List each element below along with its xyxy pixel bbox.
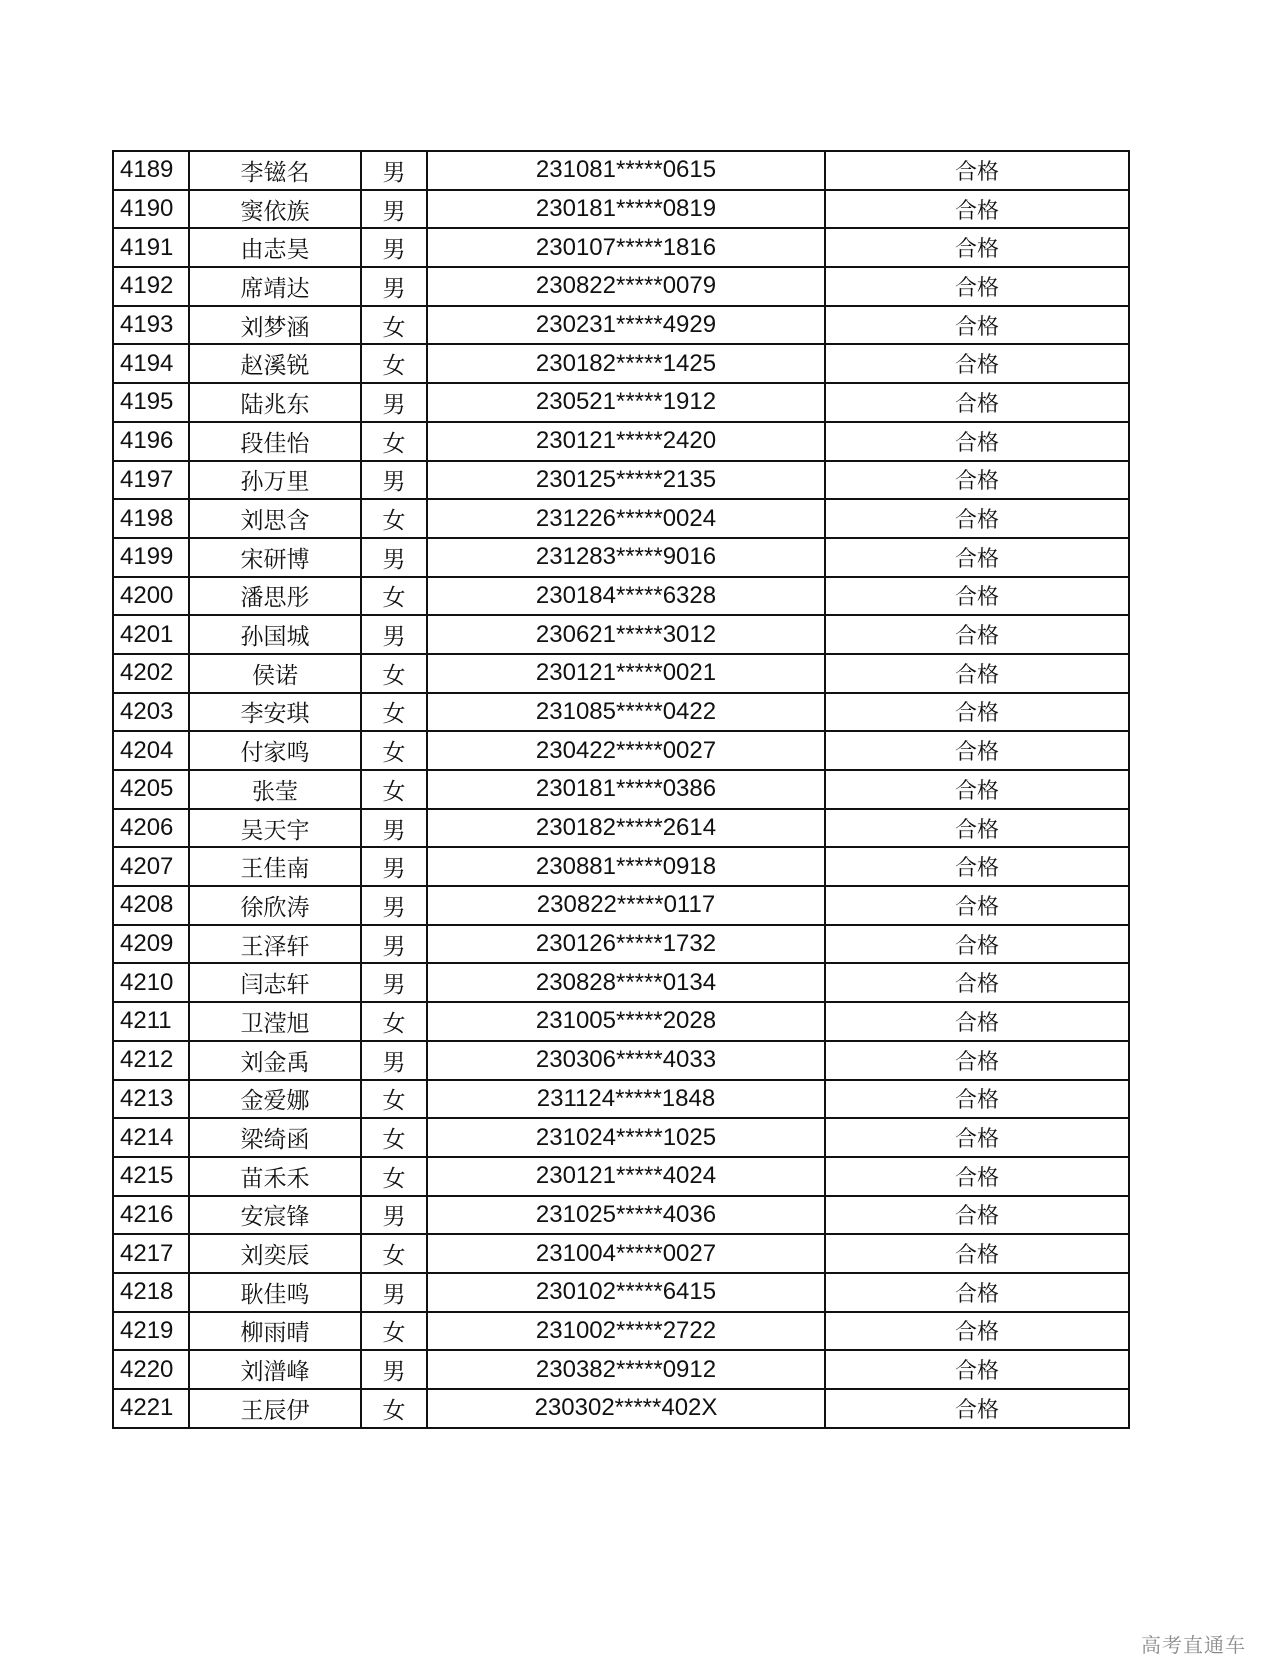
result: 合格 (825, 538, 1129, 577)
table-row (113, 1118, 1129, 1157)
id-number: 230822*****0079 (427, 267, 825, 306)
gender: 女 (361, 693, 427, 732)
table-row (113, 1041, 1129, 1080)
row-number: 4217 (113, 1234, 189, 1273)
result: 合格 (825, 383, 1129, 422)
row-number: 4189 (113, 151, 189, 190)
row-number: 4215 (113, 1157, 189, 1196)
gender: 女 (361, 499, 427, 538)
student-name: 王佳南 (189, 847, 361, 886)
student-name: 吴天宇 (189, 809, 361, 848)
id-number: 230126*****1732 (427, 925, 825, 964)
table-row (113, 1234, 1129, 1273)
result: 合格 (825, 1273, 1129, 1312)
gender: 女 (361, 1118, 427, 1157)
row-number: 4221 (113, 1389, 189, 1428)
row-number: 4198 (113, 499, 189, 538)
table-row (113, 809, 1129, 848)
row-number: 4200 (113, 577, 189, 616)
row-number: 4199 (113, 538, 189, 577)
row-number: 4216 (113, 1196, 189, 1235)
id-number: 230422*****0027 (427, 731, 825, 770)
table-row (113, 770, 1129, 809)
student-name: 席靖达 (189, 267, 361, 306)
student-name: 由志昊 (189, 228, 361, 267)
table-row (113, 228, 1129, 267)
student-name: 潘思彤 (189, 577, 361, 616)
table-row (113, 344, 1129, 383)
result: 合格 (825, 1196, 1129, 1235)
student-name: 梁绮函 (189, 1118, 361, 1157)
result: 合格 (825, 654, 1129, 693)
table-row (113, 925, 1129, 964)
id-number: 231081*****0615 (427, 151, 825, 190)
student-name: 刘奕辰 (189, 1234, 361, 1273)
table-row (113, 461, 1129, 500)
table-row (113, 577, 1129, 616)
result: 合格 (825, 1002, 1129, 1041)
row-number: 4218 (113, 1273, 189, 1312)
id-number: 230184*****6328 (427, 577, 825, 616)
gender: 男 (361, 963, 427, 1002)
table-row (113, 422, 1129, 461)
gender: 女 (361, 306, 427, 345)
result: 合格 (825, 1389, 1129, 1428)
gender: 女 (361, 577, 427, 616)
result: 合格 (825, 306, 1129, 345)
row-number: 4193 (113, 306, 189, 345)
gender: 男 (361, 228, 427, 267)
table-row (113, 1080, 1129, 1119)
table-row (113, 731, 1129, 770)
student-name: 闫志轩 (189, 963, 361, 1002)
id-number: 230121*****2420 (427, 422, 825, 461)
gender: 女 (361, 422, 427, 461)
id-number: 231283*****9016 (427, 538, 825, 577)
result: 合格 (825, 731, 1129, 770)
id-number: 231004*****0027 (427, 1234, 825, 1273)
student-name: 孙万里 (189, 461, 361, 500)
result: 合格 (825, 886, 1129, 925)
student-name: 安宸锋 (189, 1196, 361, 1235)
table-row (113, 538, 1129, 577)
student-name: 柳雨晴 (189, 1312, 361, 1351)
id-number: 230182*****1425 (427, 344, 825, 383)
row-number: 4211 (113, 1002, 189, 1041)
result: 合格 (825, 228, 1129, 267)
row-number: 4194 (113, 344, 189, 383)
gender: 女 (361, 770, 427, 809)
row-number: 4205 (113, 770, 189, 809)
row-number: 4207 (113, 847, 189, 886)
student-name: 王辰伊 (189, 1389, 361, 1428)
row-number: 4208 (113, 886, 189, 925)
roster-table-body (113, 151, 1129, 1428)
row-number: 4197 (113, 461, 189, 500)
table-row (113, 1389, 1129, 1428)
gender: 男 (361, 190, 427, 229)
row-number: 4204 (113, 731, 189, 770)
gender: 女 (361, 1312, 427, 1351)
id-number: 230828*****0134 (427, 963, 825, 1002)
row-number: 4219 (113, 1312, 189, 1351)
id-number: 230181*****0386 (427, 770, 825, 809)
gender: 男 (361, 1273, 427, 1312)
student-name: 付家鸣 (189, 731, 361, 770)
student-name: 徐欣涛 (189, 886, 361, 925)
result: 合格 (825, 925, 1129, 964)
table-row (113, 1312, 1129, 1351)
table-row (113, 847, 1129, 886)
id-number: 230621*****3012 (427, 615, 825, 654)
student-name: 赵溪锐 (189, 344, 361, 383)
row-number: 4201 (113, 615, 189, 654)
result: 合格 (825, 151, 1129, 190)
row-number: 4195 (113, 383, 189, 422)
student-name: 苗禾禾 (189, 1157, 361, 1196)
result: 合格 (825, 1350, 1129, 1389)
student-name: 刘金禹 (189, 1041, 361, 1080)
gender: 女 (361, 1080, 427, 1119)
row-number: 4202 (113, 654, 189, 693)
table-row (113, 1350, 1129, 1389)
table-row (113, 963, 1129, 1002)
student-name: 金爱娜 (189, 1080, 361, 1119)
table-row (113, 151, 1129, 190)
watermark: 高考直通车 (1141, 1633, 1246, 1657)
gender: 男 (361, 615, 427, 654)
id-number: 230121*****4024 (427, 1157, 825, 1196)
result: 合格 (825, 615, 1129, 654)
gender: 男 (361, 383, 427, 422)
student-name: 张莹 (189, 770, 361, 809)
result: 合格 (825, 344, 1129, 383)
row-number: 4206 (113, 809, 189, 848)
gender: 男 (361, 809, 427, 848)
gender: 男 (361, 925, 427, 964)
row-number: 4203 (113, 693, 189, 732)
table-row (113, 1196, 1129, 1235)
roster-table (112, 150, 1130, 1429)
student-name: 耿佳鸣 (189, 1273, 361, 1312)
gender: 男 (361, 538, 427, 577)
id-number: 230107*****1816 (427, 228, 825, 267)
student-name: 刘梦涵 (189, 306, 361, 345)
id-number: 230181*****0819 (427, 190, 825, 229)
student-name: 窦依族 (189, 190, 361, 229)
id-number: 231226*****0024 (427, 499, 825, 538)
table-row (113, 693, 1129, 732)
gender: 男 (361, 1350, 427, 1389)
result: 合格 (825, 1118, 1129, 1157)
id-number: 231025*****4036 (427, 1196, 825, 1235)
table-row (113, 383, 1129, 422)
gender: 女 (361, 1234, 427, 1273)
student-name: 卫滢旭 (189, 1002, 361, 1041)
result: 合格 (825, 190, 1129, 229)
gender: 女 (361, 344, 427, 383)
gender: 女 (361, 1157, 427, 1196)
student-name: 孙国城 (189, 615, 361, 654)
student-name: 李安琪 (189, 693, 361, 732)
student-name: 李镃名 (189, 151, 361, 190)
table-row (113, 1157, 1129, 1196)
id-number: 231085*****0422 (427, 693, 825, 732)
id-number: 230382*****0912 (427, 1350, 825, 1389)
result: 合格 (825, 847, 1129, 886)
result: 合格 (825, 577, 1129, 616)
student-name: 侯诺 (189, 654, 361, 693)
id-number: 231124*****1848 (427, 1080, 825, 1119)
result: 合格 (825, 499, 1129, 538)
gender: 男 (361, 886, 427, 925)
result: 合格 (825, 693, 1129, 732)
row-number: 4220 (113, 1350, 189, 1389)
result: 合格 (825, 963, 1129, 1002)
gender: 男 (361, 151, 427, 190)
gender: 女 (361, 654, 427, 693)
id-number: 230121*****0021 (427, 654, 825, 693)
id-number: 230182*****2614 (427, 809, 825, 848)
id-number: 230125*****2135 (427, 461, 825, 500)
table-row (113, 1002, 1129, 1041)
table-row (113, 499, 1129, 538)
id-number: 231024*****1025 (427, 1118, 825, 1157)
id-number: 230231*****4929 (427, 306, 825, 345)
student-name: 段佳怡 (189, 422, 361, 461)
result: 合格 (825, 461, 1129, 500)
row-number: 4210 (113, 963, 189, 1002)
student-name: 刘思含 (189, 499, 361, 538)
id-number: 230302*****402X (427, 1389, 825, 1428)
id-number: 231002*****2722 (427, 1312, 825, 1351)
id-number: 230102*****6415 (427, 1273, 825, 1312)
result: 合格 (825, 770, 1129, 809)
result: 合格 (825, 1312, 1129, 1351)
table-row (113, 306, 1129, 345)
id-number: 230881*****0918 (427, 847, 825, 886)
gender: 女 (361, 1389, 427, 1428)
gender: 女 (361, 1002, 427, 1041)
result: 合格 (825, 267, 1129, 306)
table-row (113, 886, 1129, 925)
row-number: 4209 (113, 925, 189, 964)
gender: 女 (361, 731, 427, 770)
row-number: 4190 (113, 190, 189, 229)
row-number: 4192 (113, 267, 189, 306)
student-name: 王泽轩 (189, 925, 361, 964)
result: 合格 (825, 1080, 1129, 1119)
row-number: 4212 (113, 1041, 189, 1080)
id-number: 230521*****1912 (427, 383, 825, 422)
id-number: 231005*****2028 (427, 1002, 825, 1041)
row-number: 4214 (113, 1118, 189, 1157)
table-row (113, 1273, 1129, 1312)
row-number: 4191 (113, 228, 189, 267)
student-name: 陆兆东 (189, 383, 361, 422)
result: 合格 (825, 1041, 1129, 1080)
table-row (113, 615, 1129, 654)
id-number: 230822*****0117 (427, 886, 825, 925)
id-number: 230306*****4033 (427, 1041, 825, 1080)
student-name: 刘潽峰 (189, 1350, 361, 1389)
gender: 男 (361, 461, 427, 500)
gender: 男 (361, 847, 427, 886)
student-name: 宋研博 (189, 538, 361, 577)
result: 合格 (825, 809, 1129, 848)
result: 合格 (825, 422, 1129, 461)
row-number: 4213 (113, 1080, 189, 1119)
table-row (113, 190, 1129, 229)
table-row (113, 654, 1129, 693)
gender: 男 (361, 1041, 427, 1080)
row-number: 4196 (113, 422, 189, 461)
gender: 男 (361, 267, 427, 306)
result: 合格 (825, 1234, 1129, 1273)
gender: 男 (361, 1196, 427, 1235)
table-row (113, 267, 1129, 306)
result: 合格 (825, 1157, 1129, 1196)
